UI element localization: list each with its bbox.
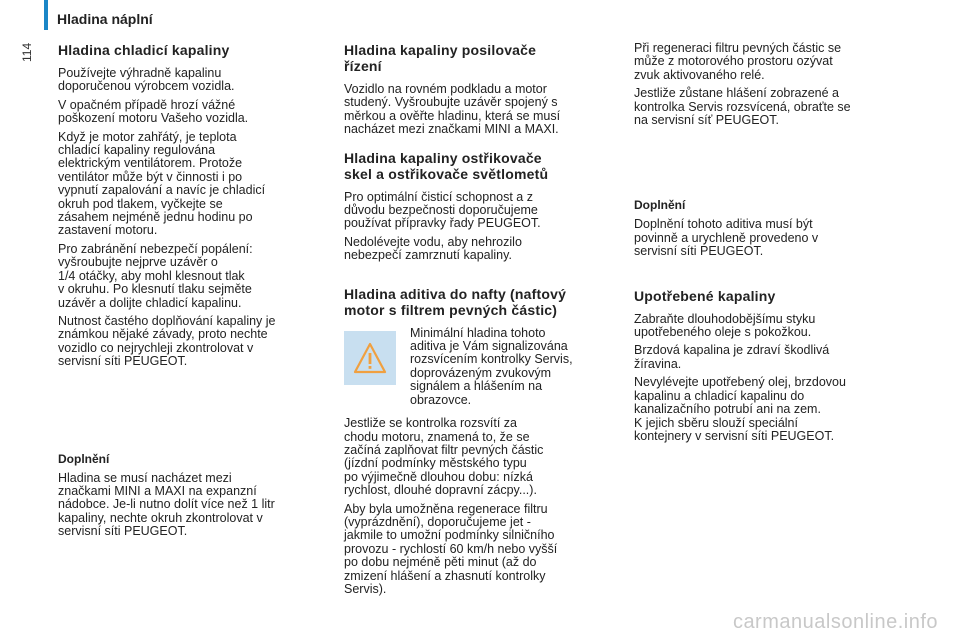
used-fluids-title: Upotřebené kapaliny [634,287,776,304]
coolant-p3: Když je motor zahřátý, je teplota chladicí kapaliny regulována elektrickým ventilátorem. Protože ventilátor může být v činnosti i po vypnutí zapalování a navíc je chladicí okruh pod tlakem, vyčkejte se zásahem nejméně jednu hodinu po zastavení motoru. [58,129,266,238]
coolant-p1: Používejte výhradně kapalinu doporučenou výrobcem vozidla. [58,66,235,94]
section-accent-bar [44,0,48,30]
additive-warning-text: Minimální hladina tohoto aditiva je Vám signalizována rozsvícením kontrolky Servis, doprovázeným zvukovým signálem a hlášením na obrazovce. [410,325,573,407]
page-number: 114 [20,42,34,62]
column-2 [344,42,616,601]
column-3 [634,42,906,448]
warning-triangle-icon [344,331,396,385]
washer-title: Hladina kapaliny ostřikovače skel a ostřikovače světlometů [344,149,549,182]
coolant-refill-title: Doplnění [58,451,110,466]
additive-title: Hladina aditiva do nafty (naftový motor s filtrem pevných částic) [344,285,567,318]
column-1 [58,42,330,544]
power-steering-title: Hladina kapaliny posilovače řízení [344,42,537,74]
coolant-p5: Nutnost častého doplňování kapaliny je známkou nějaké závady, proto nechte vozidlo co nejrychleji zkontrolovat v servisní síti PEUGEOT. [58,313,276,369]
watermark: carmanualsonline.info [732,611,938,633]
additive-p2: Aby byla umožněna regenerace filtru (vyprázdnění), doporučujeme jet - jakmile to umožní podmínky silničního provozu - rychlostí 60 km/h nebo vyšší po dobu nejméně pěti minut (až do zmizení hlášení a zhasnutí kontrolky Servis). [344,501,558,596]
spacer [344,268,616,286]
washer-p1: Pro optimální čisticí schopnost a z důvodu bezpečnosti doporučujeme používat přípravky řady PEUGEOT. [344,189,541,231]
washer-p2: Nedolévejte vodu, aby nehrozilo nebezpečí zamrznutí kapaliny. [344,234,522,263]
page-header: Hladina náplní [57,11,153,27]
used-fluids-p3: Nevylévejte upotřebený olej, brzdovou kapalinu a chladicí kapalinu do kanalizačního potrubí ani na zem. K jejich sběru slouží speciální kontejnery v servisní síti PEUGEOT. [634,375,846,443]
spacer [634,132,906,198]
power-steering-p1: Vozidlo na rovném podkladu a motor studený. Vyšroubujte uzávěr spojený s měrkou a ověřte hladinu, která se musí nacházet mezi značkami MINI a MAXI. [344,82,561,137]
coolant-p4: Pro zabránění nebezpečí popálení: vyšroubujte nejprve uzávěr o 1/4 otáčky, aby mohl klesnout tlak v okruhu. Po klesnutí tlaku sejměte uzávěr a dolijte chladicí kapalinu. [58,241,253,310]
used-fluids-p1: Zabraňte dlouhodobějšímu styku upotřebeného oleje s pokožkou. [634,311,816,340]
coolant-refill-p1: Hladina se musí nacházet mezi značkami MINI a MAXI na expanzní nádobce. Je-li nutno dolít více než 1 litr kapaliny, nechte okruh zkontrolovat v servisní síti PEUGEOT. [58,470,275,539]
regeneration-p2: Jestliže zůstane hlášení zobrazené a kontrolka Servis rozsvícená, obraťte se na servisní síť PEUGEOT. [634,86,851,128]
coolant-p2: V opačném případě hrozí vážné poškození motoru Vašeho vozidla. [58,97,249,126]
coolant-title: Hladina chladicí kapaliny [58,42,230,58]
spacer [634,264,906,288]
spacer [344,142,616,150]
additive-p1: Jestliže se kontrolka rozsvítí za chodu motoru, znamená to, že se začíná zaplňovat filtr pevných částic (jízdní podmínky městského typu po výjimečně dlouhou dobu: nízká rychlost, dlouhé dopravní zácpy...). [344,416,544,498]
additive-refill-p1: Doplnění tohoto aditiva musí být povinně a urychleně provedeno v servisní síti PEUGEOT. [634,217,819,259]
regeneration-p1: Při regeneraci filtru pevných částic se může z motorového prostoru ozývat zvuk aktivovaného relé. [634,41,842,82]
warning-box [344,327,616,407]
used-fluids-p2: Brzdová kapalina je zdraví škodlivá žíravina. [634,343,830,371]
additive-refill-title: Doplnění [634,198,686,213]
spacer [58,374,330,452]
